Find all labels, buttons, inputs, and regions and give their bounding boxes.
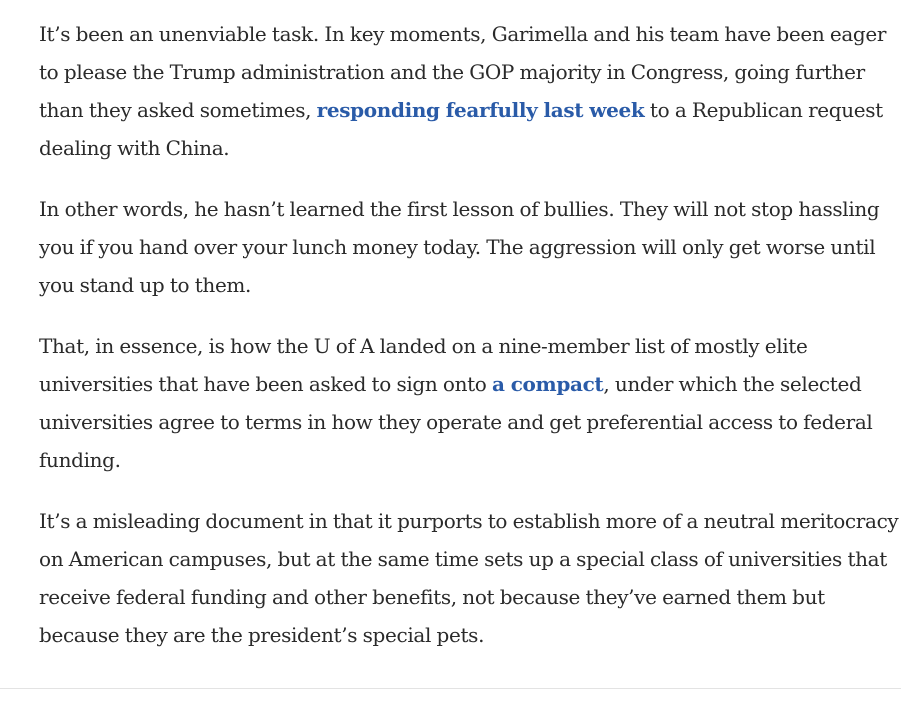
paragraph-1-text-after: to a Republican request dealing with China.: [39, 98, 883, 160]
compact-link[interactable]: a compact: [492, 372, 604, 396]
article-body: [39, 15, 901, 677]
paragraph-3-text-before: That, in essence, is how the U of A landed on a nine-member list of mostly elite universities that have been asked to sign onto: [39, 334, 808, 396]
paragraph-3: [39, 327, 901, 479]
paragraph-4: It’s a misleading document in that it purports to establish more of a neutral meritocracy on American campuses, but at the same time sets up a special class of universities that receive federal funding and other benefits, not because they’ve earned them but because they are the president’s special pets.: [39, 509, 899, 647]
responding-fearfully-link[interactable]: responding fearfully last week: [316, 98, 645, 122]
paragraph-3-text-after: , under which the selected universities agree to terms in how they operate and get preferential access to federal funding.: [39, 372, 873, 472]
paragraph-2: In other words, he hasn’t learned the first lesson of bullies. They will not stop hassling you if you hand over your lunch money today. The aggression will only get worse until you stand up to them.: [39, 197, 880, 297]
paragraph-1-text-before: It’s been an unenviable task. In key moments, Garimella and his team have been eager to please the Trump administration and the GOP majority in Congress, going further than they asked sometimes,: [39, 22, 887, 122]
section-divider: [0, 688, 901, 689]
paragraph-1: [39, 15, 901, 167]
